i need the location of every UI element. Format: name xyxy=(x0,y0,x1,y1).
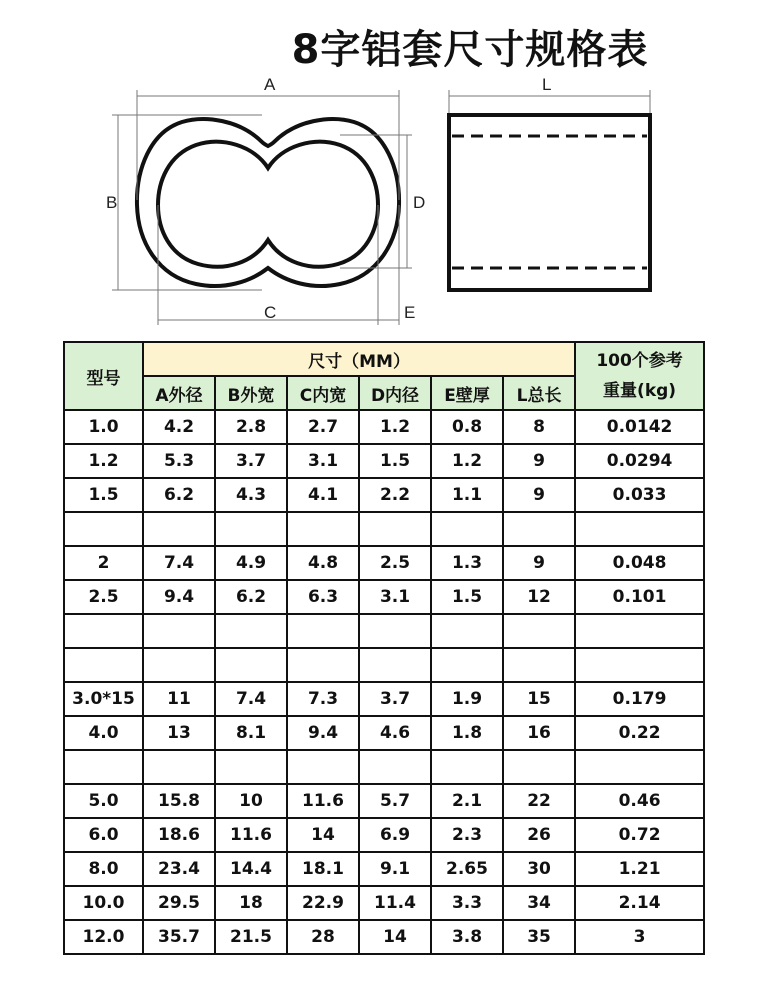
cell-d xyxy=(359,750,431,784)
cell-weight: 0.46 xyxy=(575,784,704,818)
cell-model: 8.0 xyxy=(64,852,143,886)
cell-c: 4.1 xyxy=(287,478,359,512)
cell-c: 28 xyxy=(287,920,359,954)
cell-d: 3.1 xyxy=(359,580,431,614)
cell-b xyxy=(215,750,287,784)
cell-weight xyxy=(575,614,704,648)
cell-b: 7.4 xyxy=(215,682,287,716)
cell-weight: 1.21 xyxy=(575,852,704,886)
cell-b xyxy=(215,614,287,648)
cell-e: 2.1 xyxy=(431,784,503,818)
cell-d: 2.2 xyxy=(359,478,431,512)
cell-b xyxy=(215,648,287,682)
cell-e: 3.3 xyxy=(431,886,503,920)
cell-c: 18.1 xyxy=(287,852,359,886)
cell-l xyxy=(503,648,575,682)
cell-d: 5.7 xyxy=(359,784,431,818)
cell-c: 11.6 xyxy=(287,784,359,818)
cell-b: 21.5 xyxy=(215,920,287,954)
cell-a: 5.3 xyxy=(143,444,215,478)
cell-model: 1.0 xyxy=(64,410,143,444)
cell-l: 34 xyxy=(503,886,575,920)
header-size-group: 尺寸（MM） xyxy=(143,342,575,376)
table-row xyxy=(64,648,704,682)
label-d: D xyxy=(413,193,426,212)
cell-c xyxy=(287,512,359,546)
cell-l: 9 xyxy=(503,444,575,478)
cell-d xyxy=(359,512,431,546)
cell-e: 3.8 xyxy=(431,920,503,954)
cell-e: 1.8 xyxy=(431,716,503,750)
cell-e xyxy=(431,648,503,682)
cell-a: 6.2 xyxy=(143,478,215,512)
cell-l: 9 xyxy=(503,478,575,512)
header-weight xyxy=(575,342,704,410)
cell-d xyxy=(359,614,431,648)
cell-c: 7.3 xyxy=(287,682,359,716)
cell-model: 2.5 xyxy=(64,580,143,614)
table-row xyxy=(64,886,704,920)
cell-a xyxy=(143,512,215,546)
table-row xyxy=(64,512,704,546)
cell-d: 4.6 xyxy=(359,716,431,750)
cell-e: 2.3 xyxy=(431,818,503,852)
cell-e: 1.1 xyxy=(431,478,503,512)
cell-model: 4.0 xyxy=(64,716,143,750)
header-col-d: D内径 xyxy=(359,376,431,410)
cell-model: 10.0 xyxy=(64,886,143,920)
header-col-a: A外径 xyxy=(143,376,215,410)
cell-weight: 2.14 xyxy=(575,886,704,920)
cell-c: 3.1 xyxy=(287,444,359,478)
header-col-c: C内宽 xyxy=(287,376,359,410)
header-weight-line2: 重量(kg) xyxy=(603,381,677,401)
cell-c xyxy=(287,750,359,784)
cell-d: 1.5 xyxy=(359,444,431,478)
cell-b xyxy=(215,512,287,546)
label-b: B xyxy=(106,193,118,212)
cell-l: 8 xyxy=(503,410,575,444)
cell-d: 14 xyxy=(359,920,431,954)
table-row xyxy=(64,818,704,852)
cell-d: 6.9 xyxy=(359,818,431,852)
cell-c: 2.7 xyxy=(287,410,359,444)
cell-weight: 3 xyxy=(575,920,704,954)
cell-weight: 0.72 xyxy=(575,818,704,852)
cell-model: 12.0 xyxy=(64,920,143,954)
table-row xyxy=(64,444,704,478)
label-e: E xyxy=(404,303,416,322)
cell-a: 11 xyxy=(143,682,215,716)
cell-b: 6.2 xyxy=(215,580,287,614)
cell-b: 11.6 xyxy=(215,818,287,852)
cell-a: 7.4 xyxy=(143,546,215,580)
cell-d: 1.2 xyxy=(359,410,431,444)
cell-weight xyxy=(575,512,704,546)
cell-model: 6.0 xyxy=(64,818,143,852)
cell-b: 2.8 xyxy=(215,410,287,444)
cell-a: 35.7 xyxy=(143,920,215,954)
cell-a xyxy=(143,648,215,682)
table-row xyxy=(64,716,704,750)
table-row xyxy=(64,410,704,444)
cell-l: 22 xyxy=(503,784,575,818)
cell-model xyxy=(64,750,143,784)
table-row xyxy=(64,614,704,648)
cell-e xyxy=(431,750,503,784)
cell-e: 1.9 xyxy=(431,682,503,716)
cell-a: 13 xyxy=(143,716,215,750)
cell-weight: 0.179 xyxy=(575,682,704,716)
cell-a: 15.8 xyxy=(143,784,215,818)
cell-model xyxy=(64,512,143,546)
cell-weight xyxy=(575,750,704,784)
cell-c: 6.3 xyxy=(287,580,359,614)
cell-c: 9.4 xyxy=(287,716,359,750)
cell-c xyxy=(287,614,359,648)
cell-l: 26 xyxy=(503,818,575,852)
cell-e xyxy=(431,512,503,546)
table-row xyxy=(64,682,704,716)
cell-b: 3.7 xyxy=(215,444,287,478)
cell-a: 23.4 xyxy=(143,852,215,886)
cell-l: 35 xyxy=(503,920,575,954)
cell-c xyxy=(287,648,359,682)
cell-d: 2.5 xyxy=(359,546,431,580)
table-row xyxy=(64,546,704,580)
cell-l: 12 xyxy=(503,580,575,614)
cell-e: 1.2 xyxy=(431,444,503,478)
cell-l xyxy=(503,512,575,546)
cell-e xyxy=(431,614,503,648)
side-view xyxy=(449,90,650,290)
cell-model: 2 xyxy=(64,546,143,580)
cell-d: 11.4 xyxy=(359,886,431,920)
table-row xyxy=(64,750,704,784)
cell-weight: 0.22 xyxy=(575,716,704,750)
cell-b: 4.3 xyxy=(215,478,287,512)
cell-l: 15 xyxy=(503,682,575,716)
cell-model xyxy=(64,648,143,682)
cell-l xyxy=(503,750,575,784)
header-model: 型号 xyxy=(64,342,143,410)
cell-a: 4.2 xyxy=(143,410,215,444)
table-row xyxy=(64,852,704,886)
cell-a: 29.5 xyxy=(143,886,215,920)
header-col-l: L总长 xyxy=(503,376,575,410)
cell-l: 30 xyxy=(503,852,575,886)
cell-d: 9.1 xyxy=(359,852,431,886)
cell-b: 14.4 xyxy=(215,852,287,886)
spec-table-body xyxy=(64,410,704,954)
cell-model: 3.0*15 xyxy=(64,682,143,716)
table-row xyxy=(64,920,704,954)
spec-table xyxy=(63,341,705,955)
dimension-diagram xyxy=(0,0,770,340)
cell-weight: 0.101 xyxy=(575,580,704,614)
cell-l xyxy=(503,614,575,648)
cell-e: 0.8 xyxy=(431,410,503,444)
table-row xyxy=(64,580,704,614)
cell-model xyxy=(64,614,143,648)
cell-weight: 0.033 xyxy=(575,478,704,512)
cell-weight xyxy=(575,648,704,682)
cell-weight: 0.0294 xyxy=(575,444,704,478)
cell-b: 10 xyxy=(215,784,287,818)
header-weight-line1: 100个参考 xyxy=(596,351,683,371)
cell-e: 1.3 xyxy=(431,546,503,580)
cell-l: 16 xyxy=(503,716,575,750)
cell-e: 1.5 xyxy=(431,580,503,614)
cell-e: 2.65 xyxy=(431,852,503,886)
cell-d: 3.7 xyxy=(359,682,431,716)
label-a: A xyxy=(264,75,276,94)
cell-c: 4.8 xyxy=(287,546,359,580)
cell-l: 9 xyxy=(503,546,575,580)
cell-weight: 0.0142 xyxy=(575,410,704,444)
cell-model: 5.0 xyxy=(64,784,143,818)
label-c: C xyxy=(264,303,277,322)
cell-weight: 0.048 xyxy=(575,546,704,580)
cell-c: 14 xyxy=(287,818,359,852)
table-row xyxy=(64,784,704,818)
cell-a xyxy=(143,750,215,784)
cell-model: 1.5 xyxy=(64,478,143,512)
cell-b: 4.9 xyxy=(215,546,287,580)
cell-c: 22.9 xyxy=(287,886,359,920)
cell-model: 1.2 xyxy=(64,444,143,478)
cell-a: 18.6 xyxy=(143,818,215,852)
label-l: L xyxy=(542,75,552,94)
figure-eight-shape xyxy=(137,119,399,286)
cell-b: 18 xyxy=(215,886,287,920)
header-col-b: B外宽 xyxy=(215,376,287,410)
table-row xyxy=(64,478,704,512)
page-title: 8字铝套尺寸规格表 xyxy=(291,27,649,73)
header-col-e: E壁厚 xyxy=(431,376,503,410)
cell-a: 9.4 xyxy=(143,580,215,614)
cell-a xyxy=(143,614,215,648)
cell-b: 8.1 xyxy=(215,716,287,750)
cell-d xyxy=(359,648,431,682)
